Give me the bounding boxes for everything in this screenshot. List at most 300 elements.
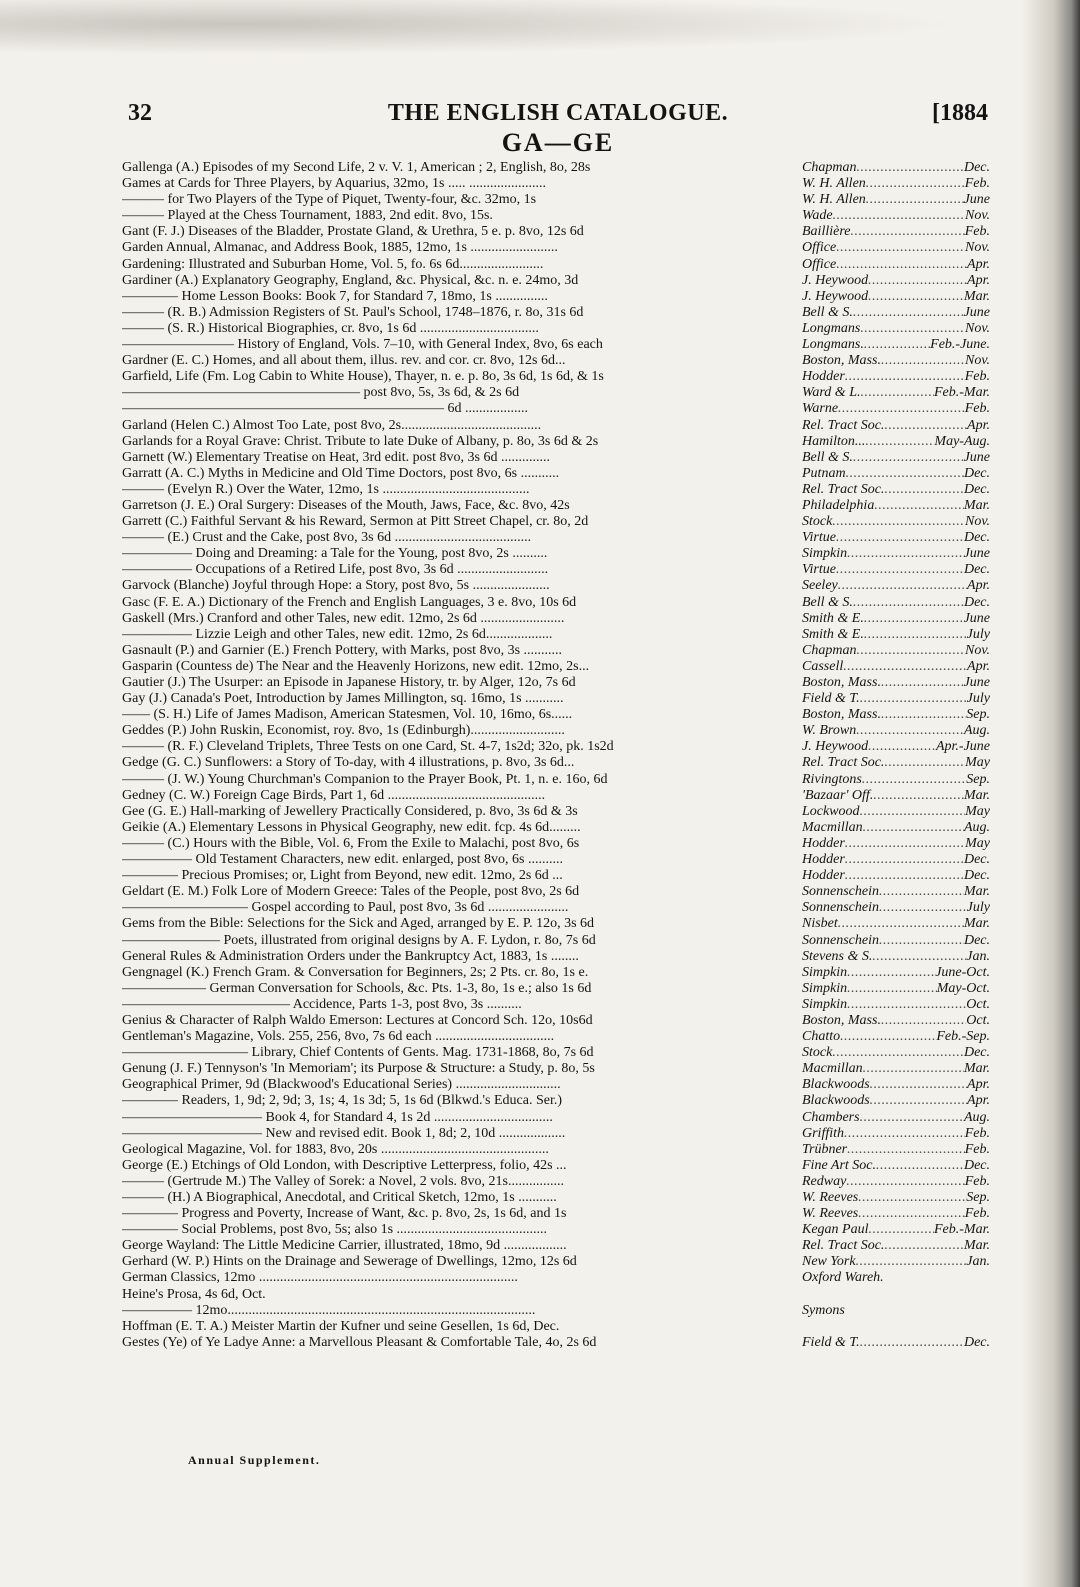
catalogue-entry bbox=[122, 273, 990, 289]
entry-description: Gallenga (A.) Episodes of my Second Life, 2 v. V. 1, American ; 2, English, 8o, 28s bbox=[122, 160, 591, 175]
entry-publisher: Bell & S. bbox=[802, 594, 853, 610]
entry-dot-leader bbox=[847, 997, 966, 1013]
entry-publisher-date bbox=[802, 466, 990, 482]
entry-date: Mar. bbox=[963, 288, 990, 304]
entry-description: ———— Social Problems, post 8vo, 5s; also 1s ........................................... bbox=[122, 1222, 548, 1238]
entry-dot-leader bbox=[879, 933, 964, 949]
catalogue-entry bbox=[122, 691, 990, 707]
entry-date: Sep. bbox=[966, 1190, 990, 1205]
entry-date: Nov. bbox=[964, 353, 990, 369]
entry-publisher: Longmans. bbox=[802, 337, 864, 353]
catalogue-entry bbox=[122, 1029, 990, 1045]
entry-date: June bbox=[963, 449, 990, 465]
entry-publisher-date bbox=[802, 1190, 990, 1206]
entry-date: Dec. bbox=[963, 530, 990, 546]
catalogue-entry bbox=[122, 1303, 990, 1319]
catalogue-entry bbox=[122, 1142, 990, 1158]
entry-description: ——— Played at the Chess Tournament, 1883, 2nd edit. 8vo, 15s. bbox=[122, 208, 493, 224]
entry-description: Gestes (Ye) of Ye Ladye Anne: a Marvellous Pleasant & Comfortable Tale, 4o, 2s 6d bbox=[122, 1334, 597, 1350]
entry-dot-leader bbox=[847, 546, 963, 562]
catalogue-entry bbox=[122, 1110, 990, 1126]
running-title: THE ENGLISH CATALOGUE. bbox=[387, 100, 729, 126]
entry-dot-leader bbox=[860, 804, 966, 820]
annual-supplement-note: Annual Supplement. bbox=[188, 1453, 321, 1467]
entry-description: Gardening: Illustrated and Suburban Home, Vol. 5, fo. 6s 6d........................ bbox=[122, 256, 544, 272]
entry-publisher-date bbox=[802, 289, 990, 305]
entry-dot-leader bbox=[860, 385, 934, 401]
entry-description: Gedney (C. W.) Foreign Cage Birds, Part 1, 6d ............................................. bbox=[122, 787, 546, 803]
entry-publisher: 'Bazaar' Off. bbox=[802, 787, 874, 803]
entry-publisher: Virtue bbox=[802, 562, 836, 578]
entry-date: Mar. bbox=[963, 1238, 990, 1254]
entry-publisher: Smith & E. bbox=[802, 610, 864, 626]
entry-publisher-date bbox=[802, 1222, 990, 1238]
entry-publisher-date bbox=[802, 418, 990, 434]
entry-publisher: Stock bbox=[802, 1045, 833, 1061]
catalogue-entry bbox=[122, 1093, 990, 1109]
entry-description: Gee (G. E.) Hall-marking of Jewellery Practically Considered, p. 8vo, 3s 6d & 3s bbox=[122, 803, 578, 819]
entry-publisher-date bbox=[802, 562, 990, 578]
catalogue-entry bbox=[122, 1126, 990, 1142]
entry-publisher-date bbox=[802, 965, 990, 981]
entry-publisher-date bbox=[802, 1206, 990, 1222]
entry-date: June bbox=[963, 546, 990, 562]
catalogue-entry bbox=[122, 369, 990, 385]
entry-publisher: Boston, Mass. bbox=[802, 1012, 881, 1028]
catalogue-entry bbox=[122, 611, 990, 627]
entry-dot-leader bbox=[844, 1126, 965, 1142]
entry-dot-leader bbox=[833, 208, 965, 224]
entry-publisher: Stock bbox=[802, 514, 833, 530]
entry-publisher-date bbox=[802, 321, 990, 337]
entry-dot-leader bbox=[853, 305, 964, 321]
entry-description: ——— (S. R.) Historical Biographies, cr. 8vo, 1s 6d .................................. bbox=[122, 320, 539, 336]
catalogue-entry bbox=[122, 482, 990, 498]
entry-publisher: Chambers bbox=[802, 1109, 860, 1125]
catalogue-entry bbox=[122, 595, 990, 611]
entry-description: Garlands for a Royal Grave: Christ. Tribute to late Duke of Albany, p. 8o, 3s 6d & 2s bbox=[122, 433, 599, 449]
entry-date: June bbox=[963, 675, 990, 690]
entry-dot-leader bbox=[881, 1013, 966, 1029]
catalogue-entry bbox=[122, 836, 990, 852]
entry-dot-leader bbox=[873, 788, 964, 804]
entry-description: Garvock (Blanche) Joyful through Hope: a Story, post 8vo, 5s ...................... bbox=[122, 578, 550, 594]
entry-publisher: Office bbox=[802, 256, 837, 272]
catalogue-entry bbox=[122, 868, 990, 884]
entry-publisher: Stevens & S. bbox=[802, 948, 873, 964]
entry-date: Aug. bbox=[963, 819, 990, 835]
running-header bbox=[128, 100, 988, 130]
catalogue-entry bbox=[122, 289, 990, 305]
entry-description: ———— Precious Promises; or, Light from Beyond, new edit. 12mo, 2s 6d ... bbox=[122, 868, 563, 884]
entry-publisher-date bbox=[802, 1238, 990, 1254]
entry-description: Genung (J. F.) Tennyson's 'In Memoriam'; its Purpose & Structure: a Study, p. 8o, 5s bbox=[122, 1061, 595, 1077]
entry-dot-leader bbox=[856, 723, 964, 739]
entry-date: May bbox=[965, 755, 990, 771]
entry-publisher: Simpkin bbox=[802, 980, 848, 996]
entry-publisher-date bbox=[802, 160, 990, 176]
entry-date: Apr.-June bbox=[935, 739, 990, 755]
section-heading: GA—GE bbox=[501, 128, 615, 157]
entry-description: Gasnault (P.) and Garnier (E.) French Pottery, with Marks, post 8vo, 3s ........... bbox=[122, 642, 563, 658]
entry-publisher: Hodder bbox=[802, 868, 845, 884]
entry-description: Gems from the Bible: Selections for the Sick and Aged, arranged by E. P. 12o, 3s 6d bbox=[122, 916, 595, 932]
entry-date: Feb.-Mar. bbox=[934, 1222, 990, 1238]
catalogue-entry bbox=[122, 176, 990, 192]
catalogue-entry bbox=[122, 578, 990, 594]
entry-dot-leader bbox=[868, 289, 964, 305]
entry-publisher: Baillière bbox=[802, 224, 851, 240]
entry-publisher-date bbox=[802, 1270, 990, 1286]
entry-date: Mar. bbox=[963, 1061, 990, 1077]
entry-publisher-date bbox=[802, 852, 990, 868]
entry-description: George Wayland: The Little Medicine Carrier, illustrated, 18mo, 9d .................. bbox=[122, 1238, 567, 1254]
entry-publisher: Field & T. bbox=[802, 1334, 860, 1350]
entry-description: ————————— Gospel according to Paul, post 8vo, 3s 6d ....................... bbox=[122, 900, 569, 916]
entry-date: Feb. bbox=[964, 1173, 990, 1189]
entry-publisher-date bbox=[802, 595, 990, 611]
entry-publisher: Office bbox=[802, 240, 837, 256]
entry-description: ———— Progress and Poverty, Increase of Want, &c. p. 8vo, 2s, 1s 6d, and 1s bbox=[122, 1206, 567, 1222]
entry-date: May bbox=[965, 803, 990, 819]
year-mark: [1884 bbox=[932, 100, 988, 126]
entry-publisher: Rel. Tract Soc. bbox=[802, 755, 885, 771]
entry-publisher-date bbox=[802, 401, 990, 417]
catalogue-entry bbox=[122, 1077, 990, 1093]
entry-publisher: Boston, Mass. bbox=[802, 353, 881, 369]
entry-description: Geological Magazine, Vol. for 1883, 8vo, 20s ................................................ bbox=[122, 1141, 549, 1157]
entry-publisher: Seeley bbox=[802, 578, 838, 594]
entry-publisher: Blackwoods bbox=[802, 1077, 870, 1093]
entry-description: ————— Doing and Dreaming: a Tale for the Young, post 8vo, 2s .......... bbox=[122, 546, 548, 562]
entry-dot-leader bbox=[845, 836, 965, 852]
catalogue-entry bbox=[122, 546, 990, 562]
entry-description: ——— (Evelyn R.) Over the Water, 12mo, 1s .......................................... bbox=[122, 481, 530, 497]
entry-date: Feb. bbox=[964, 1141, 990, 1157]
entry-publisher: W. Reeves bbox=[802, 1190, 859, 1205]
entry-description: ————— Lizzie Leigh and other Tales, new edit. 12mo, 2s 6d................... bbox=[122, 626, 553, 642]
entry-publisher-date bbox=[802, 949, 990, 965]
entry-publisher-date bbox=[802, 578, 990, 594]
entry-date: Feb. bbox=[964, 176, 990, 192]
entry-publisher-date bbox=[802, 916, 990, 932]
scan-binding-edge bbox=[1022, 0, 1080, 1587]
entry-publisher: Wade bbox=[802, 208, 833, 224]
entry-publisher: Virtue bbox=[802, 530, 836, 546]
catalogue-entry bbox=[122, 723, 990, 739]
entry-description: ——————————————————————— 6d .................. bbox=[122, 401, 528, 417]
entry-dot-leader bbox=[850, 224, 964, 240]
entry-description: Garratt (A. C.) Myths in Medicine and Old Time Doctors, post 8vo, 6s ........... bbox=[122, 465, 560, 481]
entry-dot-leader bbox=[846, 466, 964, 482]
entry-publisher: Philadelphia bbox=[802, 497, 875, 513]
entry-publisher-date bbox=[802, 305, 990, 321]
entry-date: May bbox=[965, 835, 990, 851]
entry-date: Feb.-June. bbox=[930, 337, 990, 353]
entry-dot-leader bbox=[864, 611, 964, 627]
entry-publisher: Rivingtons bbox=[802, 771, 862, 787]
entry-description: —————— German Conversation for Schools, &c. Pts. 1-3, 8o, 1s e.; also 1s 6d bbox=[122, 980, 592, 996]
entry-date: Dec. bbox=[963, 852, 990, 868]
catalogue-entry bbox=[122, 514, 990, 530]
entry-date: Oct. bbox=[966, 1012, 990, 1028]
catalogue-entry bbox=[122, 981, 990, 997]
entry-publisher: Simpkin bbox=[802, 996, 848, 1012]
entry-date: Nov. bbox=[964, 240, 990, 256]
entry-description: ———————————— Accidence, Parts 1-3, post 8vo, 3s .......... bbox=[122, 996, 522, 1012]
entry-publisher-date bbox=[802, 240, 990, 256]
catalogue-entry bbox=[122, 659, 990, 675]
entry-dot-leader bbox=[860, 1110, 964, 1126]
entry-description: ———— Home Lesson Books: Book 7, for Standard 7, 18mo, 1s ............... bbox=[122, 288, 548, 304]
entry-date: Jan. bbox=[966, 1254, 990, 1270]
entry-publisher-date bbox=[802, 1142, 990, 1158]
entry-description: Garretson (J. E.) Oral Surgery: Diseases of the Mouth, Jaws, Face, &c. 8vo, 42s bbox=[122, 497, 570, 513]
entry-date: Apr. bbox=[967, 1077, 990, 1093]
entry-publisher: Macmillan bbox=[802, 819, 863, 835]
catalogue-entry bbox=[122, 1013, 990, 1029]
catalogue-entry bbox=[122, 1061, 990, 1077]
entry-publisher: Griffith bbox=[802, 1125, 845, 1141]
entry-publisher: Trübner bbox=[802, 1141, 848, 1157]
entry-date: Dec. bbox=[963, 465, 990, 481]
entry-dot-leader bbox=[843, 659, 967, 675]
entry-date: Apr. bbox=[967, 1093, 990, 1109]
entry-date: Apr. bbox=[967, 272, 990, 288]
entry-publisher-date bbox=[802, 1029, 990, 1045]
entry-dot-leader bbox=[856, 1254, 967, 1270]
entry-publisher-date bbox=[802, 739, 990, 755]
entry-description: Gerhard (W. P.) Hints on the Drainage and Sewerage of Dwellings, 12mo, 12s 6d bbox=[122, 1254, 577, 1270]
entry-dot-leader bbox=[832, 514, 965, 530]
entry-date: Dec. bbox=[963, 1045, 990, 1061]
entry-description: Gautier (J.) The Usurper: an Episode in Japanese History, tr. by Alger, 12o, 7s 6d bbox=[122, 675, 576, 690]
catalogue-entry bbox=[122, 1319, 990, 1335]
catalogue-entry bbox=[122, 788, 990, 804]
entry-dot-leader bbox=[838, 578, 967, 594]
entry-date: Dec. bbox=[963, 481, 990, 497]
catalogue-entry bbox=[122, 949, 990, 965]
entry-publisher-date bbox=[802, 981, 990, 997]
entry-date: Dec. bbox=[963, 932, 990, 948]
entry-description: ——— (H.) A Biographical, Anecdotal, and Critical Sketch, 12mo, 1s ........... bbox=[122, 1190, 557, 1205]
entry-dot-leader bbox=[884, 1238, 964, 1254]
entry-dot-leader bbox=[864, 337, 930, 353]
entry-date: Mar. bbox=[963, 884, 990, 900]
entry-publisher-date bbox=[802, 1077, 990, 1093]
entry-publisher-date bbox=[802, 337, 990, 353]
catalogue-entry bbox=[122, 739, 990, 755]
catalogue-entry bbox=[122, 530, 990, 546]
entry-dot-leader bbox=[832, 1045, 964, 1061]
entry-date: Dec. bbox=[963, 562, 990, 578]
entry-publisher-date bbox=[802, 627, 990, 643]
entry-publisher-date bbox=[802, 1174, 990, 1190]
entry-date: Feb. bbox=[964, 369, 990, 385]
entry-publisher: W. H. Allen bbox=[802, 176, 866, 192]
entry-date: Apr. bbox=[967, 417, 990, 433]
entry-publisher: Rel. Tract Soc. bbox=[802, 481, 885, 497]
entry-dot-leader bbox=[858, 1190, 966, 1206]
catalogue-entry bbox=[122, 337, 990, 353]
entry-publisher-date bbox=[802, 1254, 990, 1270]
entry-description: ————— Old Testament Characters, new edit. enlarged, post 8vo, 6s .......... bbox=[122, 852, 563, 868]
entry-date: June bbox=[963, 192, 990, 208]
catalogue-entry bbox=[122, 1206, 990, 1222]
entry-date: Oct. bbox=[966, 996, 990, 1012]
catalogue-entry bbox=[122, 321, 990, 337]
catalogue-entry bbox=[122, 707, 990, 723]
entry-publisher: New York bbox=[802, 1254, 856, 1270]
entry-publisher-date bbox=[802, 224, 990, 240]
entry-dot-leader bbox=[838, 401, 965, 417]
entry-publisher-date bbox=[802, 482, 990, 498]
entry-publisher-date bbox=[802, 385, 990, 401]
entry-dot-leader bbox=[884, 418, 967, 434]
entry-publisher-date bbox=[802, 1158, 990, 1174]
entry-description: ————————————————— post 8vo, 5s, 3s 6d, & 2s 6d bbox=[122, 385, 520, 401]
entry-publisher: Chapman bbox=[802, 160, 857, 175]
entry-publisher: Fine Art Soc. bbox=[802, 1157, 877, 1173]
catalogue-entry bbox=[122, 1254, 990, 1270]
entry-dot-leader bbox=[838, 916, 964, 932]
catalogue-entry bbox=[122, 1158, 990, 1174]
catalogue-entry bbox=[122, 820, 990, 836]
entry-dot-leader bbox=[881, 353, 965, 369]
entry-dot-leader bbox=[862, 772, 966, 788]
entry-publisher-date bbox=[802, 900, 990, 916]
entry-description: George (E.) Etchings of Old London, with Descriptive Letterpress, folio, 42s ... bbox=[122, 1157, 567, 1173]
entry-dot-leader bbox=[860, 1335, 964, 1351]
entry-dot-leader bbox=[865, 434, 934, 450]
entry-publisher-date bbox=[802, 884, 990, 900]
entry-dot-leader bbox=[836, 562, 964, 578]
entry-date: June bbox=[963, 610, 990, 626]
entry-publisher-date bbox=[802, 643, 990, 659]
entry-dot-leader bbox=[847, 1142, 965, 1158]
entry-date: Nov. bbox=[964, 642, 990, 658]
entry-publisher: W. H. Allen bbox=[802, 192, 866, 208]
catalogue-entry bbox=[122, 1270, 990, 1286]
catalogue-entry bbox=[122, 498, 990, 514]
entry-dot-leader bbox=[881, 675, 964, 691]
entry-publisher: Hamilton... bbox=[802, 433, 866, 449]
entry-dot-leader bbox=[847, 965, 935, 981]
catalogue-entry bbox=[122, 1045, 990, 1061]
page-number: 32 bbox=[128, 100, 152, 126]
entry-dot-leader bbox=[868, 273, 967, 289]
entry-publisher: Bell & S. bbox=[802, 304, 853, 320]
catalogue-entry bbox=[122, 916, 990, 932]
entry-publisher-date bbox=[802, 659, 990, 675]
entry-publisher: J. Heywood bbox=[802, 288, 869, 304]
entry-publisher: Boston, Mass. bbox=[802, 675, 881, 690]
entry-dot-leader bbox=[864, 627, 967, 643]
entry-publisher-date bbox=[802, 723, 990, 739]
entry-publisher: Nisbet bbox=[802, 916, 838, 932]
entry-publisher-date bbox=[802, 546, 990, 562]
entry-description: General Rules & Administration Orders under the Bankruptcy Act, 1883, 1s ........ bbox=[122, 948, 579, 964]
entry-publisher: Redway bbox=[802, 1173, 847, 1189]
entry-publisher: Boston, Mass. bbox=[802, 707, 881, 723]
entry-dot-leader bbox=[845, 852, 964, 868]
entry-description: —————————— Book 4, for Standard 4, 1s 2d .................................. bbox=[122, 1109, 553, 1125]
entry-publisher-date bbox=[802, 1093, 990, 1109]
entry-dot-leader bbox=[870, 1093, 967, 1109]
entry-publisher-date bbox=[802, 707, 990, 723]
entry-date: Apr. bbox=[967, 658, 990, 674]
entry-publisher-date bbox=[802, 353, 990, 369]
entry-description: Geldart (E. M.) Folk Lore of Modern Greece: Tales of the People, post 8vo, 2s 6d bbox=[122, 884, 580, 900]
entry-date: May-Aug. bbox=[934, 433, 990, 449]
entry-description: Garnett (W.) Elementary Treatise on Heat, 3rd edit. post 8vo, 3s 6d .............. bbox=[122, 449, 550, 465]
entry-publisher: Smith & E. bbox=[802, 626, 864, 642]
catalogue-entry bbox=[122, 1287, 990, 1303]
entry-description: ——— (J. W.) Young Churchman's Companion to the Prayer Book, Pt. 1, n. e. 16o, 6d bbox=[122, 771, 608, 787]
entry-description: Gardiner (A.) Explanatory Geography, England, &c. Physical, &c. n. e. 24mo, 3d bbox=[122, 272, 579, 288]
catalogue-entry bbox=[122, 804, 990, 820]
entry-publisher-date bbox=[802, 257, 990, 273]
entry-publisher: Ward & L. bbox=[802, 385, 861, 401]
entry-date: Mar. bbox=[963, 497, 990, 513]
catalogue-entry bbox=[122, 1174, 990, 1190]
entry-date: Mar. bbox=[963, 787, 990, 803]
entry-publisher: Simpkin bbox=[802, 546, 848, 562]
entry-publisher-date bbox=[802, 434, 990, 450]
entry-dot-leader bbox=[884, 482, 964, 498]
entry-dot-leader bbox=[866, 176, 965, 192]
catalogue-entry bbox=[122, 434, 990, 450]
catalogue-entry bbox=[122, 900, 990, 916]
entry-publisher: Hodder bbox=[802, 852, 845, 868]
entry-description: ————— Occupations of a Retired Life, post 8vo, 3s 6d .......................... bbox=[122, 562, 549, 578]
entry-publisher: W. Brown bbox=[802, 723, 857, 739]
entry-date: Feb.-Sep. bbox=[936, 1029, 990, 1045]
entry-date: Jan. bbox=[966, 948, 990, 964]
entry-dot-leader bbox=[860, 321, 965, 337]
entry-publisher: Chatto bbox=[802, 1029, 841, 1045]
entry-date: Dec. bbox=[963, 594, 990, 610]
entry-date: Dec. bbox=[963, 1334, 990, 1350]
entry-publisher-date bbox=[802, 273, 990, 289]
entry-description: Geikie (A.) Elementary Lessons in Physical Geography, new edit. fcp. 4s 6d......... bbox=[122, 819, 581, 835]
entry-date: July bbox=[966, 900, 990, 916]
entry-publisher-date bbox=[802, 450, 990, 466]
entry-dot-leader bbox=[840, 1029, 936, 1045]
entry-date: Dec. bbox=[963, 1157, 990, 1173]
entry-description: Gardner (E. C.) Homes, and all about them, illus. rev. and cor. cr. 8vo, 12s 6d... bbox=[122, 353, 566, 369]
entry-date: Feb. bbox=[964, 224, 990, 240]
catalogue-entry bbox=[122, 627, 990, 643]
entry-description: ———— Readers, 1, 9d; 2, 9d; 3, 1s; 4, 1s 3d; 5, 1s 6d (Blkwd.'s Educa. Ser.) bbox=[122, 1093, 562, 1109]
catalogue-entry bbox=[122, 933, 990, 949]
catalogue-entry bbox=[122, 466, 990, 482]
entry-description: ————————— Library, Chief Contents of Gents. Mag. 1731-1868, 8o, 7s 6d bbox=[122, 1045, 594, 1061]
entry-description: —— (S. H.) Life of James Madison, American Statesmen, Vol. 10, 16mo, 6s...... bbox=[122, 707, 573, 723]
entry-date: Aug. bbox=[963, 723, 990, 739]
entry-publisher-date bbox=[802, 498, 990, 514]
entry-dot-leader bbox=[847, 981, 937, 997]
entry-publisher-date bbox=[802, 820, 990, 836]
entry-dot-leader bbox=[863, 820, 964, 836]
entry-dot-leader bbox=[866, 192, 964, 208]
entry-description: Gaskell (Mrs.) Cranford and other Tales, new edit. 12mo, 2s 6d ........................ bbox=[122, 610, 565, 626]
entry-date: Feb. bbox=[964, 401, 990, 417]
catalogue-entry bbox=[122, 965, 990, 981]
entry-dot-leader bbox=[884, 755, 965, 771]
entry-publisher-date bbox=[802, 836, 990, 852]
catalogue-entry bbox=[122, 852, 990, 868]
